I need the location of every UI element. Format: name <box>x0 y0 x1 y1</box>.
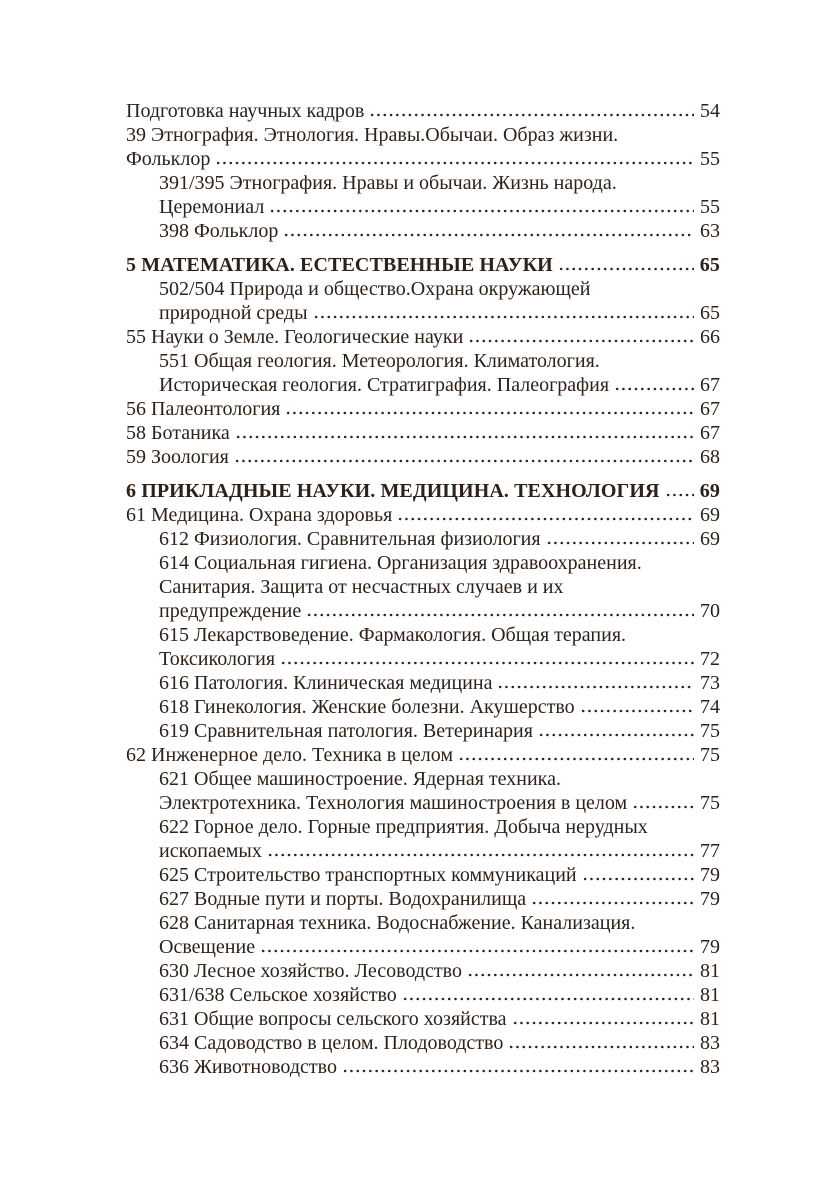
toc-entry-text: Электротехника. Технология машиностроения в целом <box>159 792 628 814</box>
toc-page-number: 75 <box>700 720 720 742</box>
toc-list <box>126 99 720 1079</box>
toc-entry-text: 59 Зоология <box>126 446 229 468</box>
toc-entry-text: Освещение <box>159 936 256 958</box>
toc-page-number: 70 <box>700 600 720 622</box>
toc-entry-text: 58 Ботаника <box>126 422 230 444</box>
toc-page-number: 65 <box>700 302 720 324</box>
toc-entry-text: 56 Палеонтология <box>126 398 281 420</box>
toc-entry-text: 616 Патология. Клиническая медицина <box>159 672 493 694</box>
toc-page-number: 75 <box>700 792 720 814</box>
toc-page-number: 67 <box>700 398 720 420</box>
toc-page-number: 55 <box>700 148 720 170</box>
dot-leader <box>342 1069 694 1073</box>
toc-entry-text: 614 Социальная гигиена. Организация здравоохранения. <box>159 552 642 574</box>
dot-leader <box>508 1045 694 1049</box>
toc-entry-text: 61 Медицина. Охрана здоровья <box>126 504 393 526</box>
toc-entry-text: 625 Строительство транспортных коммуникаций <box>159 864 577 886</box>
toc-entry-text: 627 Водные пути и порты. Водохранилища <box>159 888 527 910</box>
toc-entry-text: Подготовка научных кадров <box>126 100 365 122</box>
toc-row <box>126 349 720 373</box>
toc-entry-text: 502/504 Природа и общество.Охрана окружающей <box>159 278 591 300</box>
toc-page-number: 81 <box>700 960 720 982</box>
toc-row <box>126 421 720 445</box>
toc-row <box>126 1031 720 1055</box>
toc-entry-text: 636 Животноводство <box>159 1056 337 1078</box>
toc-row <box>126 527 720 551</box>
toc-row <box>126 219 720 243</box>
toc-row <box>126 1055 720 1079</box>
toc-row <box>126 911 720 935</box>
toc-entry-text: 398 Фольклор <box>159 220 279 242</box>
toc-row <box>126 325 720 349</box>
dot-leader <box>531 901 694 905</box>
toc-entry-text: 628 Санитарная техника. Водоснабжение. Канализация. <box>159 912 636 934</box>
toc-row <box>126 277 720 301</box>
dot-leader <box>235 435 694 439</box>
toc-page-number: 65 <box>699 254 720 276</box>
toc-page-number: 66 <box>700 326 720 348</box>
toc-entry-text: Санитария. Защита от несчастных случаев и их <box>159 576 564 598</box>
toc-page-number: 73 <box>700 672 720 694</box>
toc-page-number: 79 <box>700 888 720 910</box>
dot-leader <box>512 1021 694 1025</box>
dot-leader <box>546 541 694 545</box>
toc-page-number: 79 <box>700 936 720 958</box>
toc-heading-text: 6 ПРИКЛАДНЫЕ НАУКИ. МЕДИЦИНА. ТЕХНОЛОГИЯ <box>126 480 660 502</box>
toc-row <box>126 445 720 469</box>
toc-row <box>126 397 720 421</box>
toc-page-number: 67 <box>700 374 720 396</box>
toc-row <box>126 863 720 887</box>
dot-leader <box>458 757 694 761</box>
toc-row <box>126 647 720 671</box>
toc-entry-text: Фольклор <box>126 148 211 170</box>
toc-entry-text: Историческая геология. Стратиграфия. Палеография <box>159 374 610 396</box>
toc-page-number: 81 <box>700 984 720 1006</box>
dot-leader <box>269 209 694 213</box>
toc-page-number: 79 <box>700 864 720 886</box>
dot-leader <box>497 685 694 689</box>
toc-row <box>126 503 720 527</box>
toc-row <box>126 791 720 815</box>
toc-entry-text: 634 Садоводство в целом. Плодоводство <box>159 1032 504 1054</box>
toc-entry-text: 622 Горное дело. Горные предприятия. Добыча нерудных <box>159 816 648 838</box>
dot-leader <box>665 493 694 497</box>
toc-entry-text: 39 Этнография. Этнология. Нравы.Обычаи. Образ жизни. <box>126 124 619 146</box>
dot-leader <box>260 949 694 953</box>
dot-leader <box>283 233 694 237</box>
toc-row <box>126 743 720 767</box>
toc-entry-text: 631/638 Сельское хозяйство <box>159 984 397 1006</box>
toc-entry-text: 612 Физиология. Сравнительная физиология <box>159 528 541 550</box>
toc-row <box>126 123 720 147</box>
toc-row <box>126 575 720 599</box>
toc-page-number: 55 <box>700 196 720 218</box>
toc-entry-text: 631 Общие вопросы сельского хозяйства <box>159 1008 507 1030</box>
dot-leader <box>558 267 694 271</box>
dot-leader <box>538 733 694 737</box>
toc-row <box>126 983 720 1007</box>
toc-entry-text: Церемониал <box>159 196 265 218</box>
toc-page-number: 72 <box>700 648 720 670</box>
toc-row <box>126 171 720 195</box>
toc-entry-text: Токсикология <box>159 648 276 670</box>
toc-page-number: 77 <box>700 840 720 862</box>
dot-leader <box>402 997 694 1001</box>
toc-page-number: 63 <box>700 220 720 242</box>
toc-row <box>126 935 720 959</box>
toc-page-number: 54 <box>700 100 720 122</box>
toc-entry-text: предупреждение <box>159 600 302 622</box>
toc-page-number: 83 <box>700 1056 720 1078</box>
toc-heading-text: 5 МАТЕМАТИКА. ЕСТЕСТВЕННЫЕ НАУКИ <box>126 254 553 276</box>
toc-row <box>126 719 720 743</box>
toc-entry-text: природной среды <box>159 302 308 324</box>
toc-page-number: 81 <box>700 1008 720 1030</box>
toc-row <box>126 1007 720 1031</box>
dot-leader <box>215 161 694 165</box>
toc-row <box>126 551 720 575</box>
dot-leader <box>234 459 694 463</box>
toc-row <box>126 301 720 325</box>
toc-page-number: 75 <box>700 744 720 766</box>
dot-leader <box>614 387 694 391</box>
toc-row <box>126 815 720 839</box>
toc-row <box>126 839 720 863</box>
dot-leader <box>632 805 694 809</box>
dot-leader <box>397 517 694 521</box>
toc-page-number: 67 <box>700 422 720 444</box>
toc-row <box>126 147 720 171</box>
toc-row <box>126 599 720 623</box>
toc-entry-text: 391/395 Этнография. Нравы и обычаи. Жизнь народа. <box>159 172 617 194</box>
toc-entry-text: 621 Общее машиностроение. Ядерная техника. <box>159 768 561 790</box>
dot-leader <box>313 315 694 319</box>
toc-row <box>126 959 720 983</box>
toc-row <box>126 623 720 647</box>
toc-entry-text: 62 Инженерное дело. Техника в целом <box>126 744 454 766</box>
dot-leader <box>267 853 694 857</box>
toc-row <box>126 671 720 695</box>
toc-page-number: 83 <box>700 1032 720 1054</box>
toc-page-number: 68 <box>700 446 720 468</box>
toc-entry-text: 551 Общая геология. Метеорология. Климатология. <box>159 350 600 372</box>
dot-leader <box>306 613 694 617</box>
toc-heading-row <box>126 253 720 277</box>
toc-row <box>126 695 720 719</box>
toc-entry-text: 615 Лекарствоведение. Фармакология. Общая терапия. <box>159 624 627 646</box>
dot-leader <box>369 113 694 117</box>
toc-entry-text: 55 Науки о Земле. Геологические науки <box>126 326 464 348</box>
toc-entry-text: ископаемых <box>159 840 262 862</box>
dot-leader <box>467 973 694 977</box>
toc-heading-row <box>126 479 720 503</box>
toc-row <box>126 99 720 123</box>
toc-page-number: 74 <box>700 696 720 718</box>
toc-row <box>126 767 720 791</box>
toc-entry-text: 618 Гинекология. Женские болезни. Акушерство <box>159 696 575 718</box>
toc-page-number: 69 <box>699 480 720 502</box>
dot-leader <box>468 339 694 343</box>
toc-page-number: 69 <box>700 528 720 550</box>
toc-entry-text: 619 Сравнительная патология. Ветеринария <box>159 720 533 742</box>
toc-row <box>126 887 720 911</box>
dot-leader <box>280 661 694 665</box>
toc-row <box>126 373 720 397</box>
toc-page-number: 69 <box>700 504 720 526</box>
dot-leader <box>580 709 694 713</box>
dot-leader <box>582 877 694 881</box>
toc-row <box>126 195 720 219</box>
toc-entry-text: 630 Лесное хозяйство. Лесоводство <box>159 960 462 982</box>
dot-leader <box>285 411 694 415</box>
